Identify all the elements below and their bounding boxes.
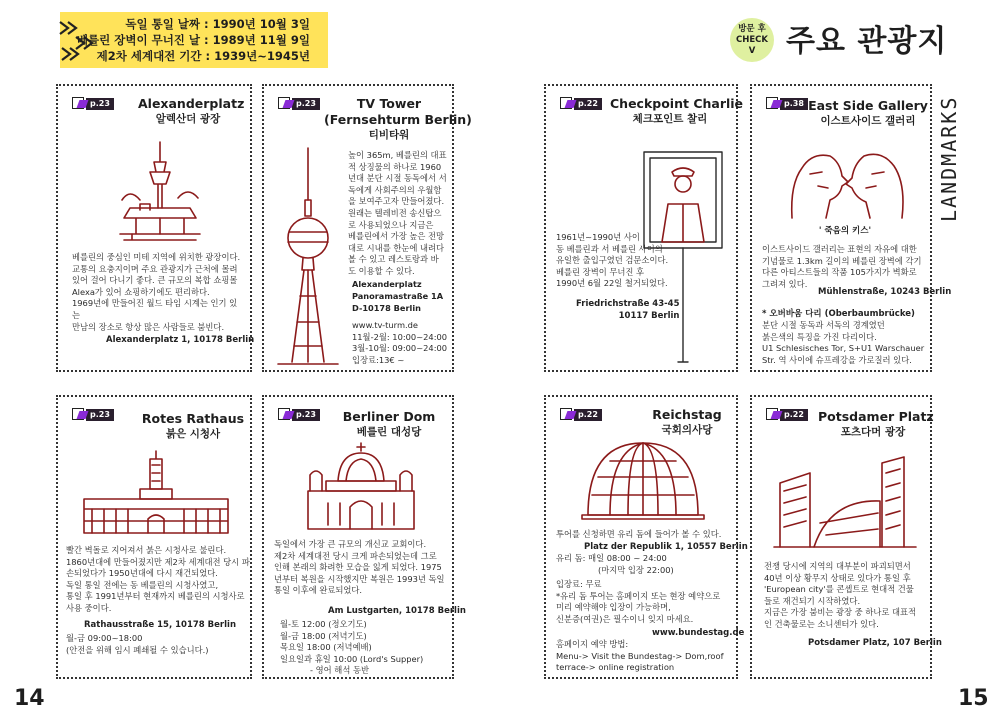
mural-caption: ' 죽음의 키스' xyxy=(818,226,872,236)
potsdamer-buildings-illustration-icon xyxy=(770,443,920,553)
card-desc: 1961년~1990년 사이 동 베를린과 서 베를린 사이의 유일한 출입구였던 검문소이다. 베를린 장벽이 무너진 후 1990년 6월 22일 철거되었다. xyxy=(556,232,669,289)
card-info: 월-토 12:00 (정오기도) 월-금 18:00 (저녁기도) 목요일 18:00 (저녁예배) 일요일과 휴일 10:00 (Lord's Supper) - 영어 해석 동반 xyxy=(280,619,424,676)
card-title-en: Checkpoint Charlie xyxy=(610,96,744,111)
alexanderplatz-illustration-icon xyxy=(110,138,210,248)
card-title-ko: 국회의사당 xyxy=(661,424,713,436)
card-alexanderplatz xyxy=(56,84,255,372)
banner-line-1: 독일 통일 날짜 : 1990년 10월 3일 xyxy=(125,17,310,31)
card-address: Mühlenstraße, 10243 Berlin xyxy=(818,287,952,297)
card-desc: 전쟁 당시에 지역의 대부분이 파괴되면서 40년 이상 황무지 상태로 있다가 통일 후 'European city'를 콘셉트로 현대적 건물 들로 재건되기 시작하였다. 지금은 가장 붐비는 광장 중 하나로 대표적 인 건축물로는 소니센터가 있다. xyxy=(764,561,917,629)
page-ref: p.38 xyxy=(766,96,818,112)
badge-line-2: CHECK xyxy=(736,34,768,45)
rathaus-illustration-icon xyxy=(78,449,234,537)
booking-info: 홈페이지 예약 방법: Menu-> Visit the Bundestag-> Dom,roof terrace-> online registration xyxy=(556,639,724,673)
card-desc: 빨간 벽돌로 지어져서 붉은 시청사로 불린다. 1860년대에 만들어졌지만 제2차 세계대전 당시 파 손되었다가 1950년대에 다시 재건되었다. 독일 통일 전에는 동 베를린의 시청사였고, 통일 후 1991년부터 현재까지 베를린의 시청사로 사용 중이다. xyxy=(66,545,250,613)
page-ref: p.22 xyxy=(560,96,612,112)
card-title-ko: 티비타워 xyxy=(368,129,410,141)
card-title-ko: 베를린 대성당 xyxy=(356,426,422,438)
page-ref: p.23 xyxy=(72,407,124,423)
page-ref: p.22 xyxy=(560,407,612,423)
card-title-ko: 체크포인트 찰리 xyxy=(632,113,708,125)
kiss-mural-illustration-icon xyxy=(782,134,912,220)
card-desc: 투어를 신청하면 유리 돔에 들어가 볼 수 있다. xyxy=(556,529,722,539)
card-rotes-rathaus xyxy=(56,395,252,679)
card-desc: 베를린의 중심인 미테 지역에 위치한 광장이다. 교통의 요충지이며 주요 관광지가 근처에 몰려 있어 걸어 다니기 좋다. 큰 규모의 복합 쇼핑몰 Alexa가 있어 쇼핑하기에도 편리하다. 1969년에 만들어진 월드 타임 시계는 인기 있는 만남의 장소로 항상 많은 사람들로 붐빈다. xyxy=(72,252,241,332)
card-address: Platz der Republik 1, 10557 Berlin xyxy=(584,542,748,552)
side-label-text: LANDMARKS xyxy=(937,95,961,222)
card-title-en: Berliner Dom xyxy=(342,409,436,424)
badge-line-3: V xyxy=(748,45,756,56)
page-ref: p.23 xyxy=(278,96,330,112)
check-badge xyxy=(730,18,774,62)
card-info: www.tv-turm.de 11월-2월: 10:00~24:00 3월-10월: 09:00~24:00 입장료:13€ ~ xyxy=(352,320,448,365)
card-title-en: Rotes Rathaus xyxy=(141,411,245,426)
page-ref: p.23 xyxy=(72,96,124,112)
card-address: Am Lustgarten, 10178 Berlin xyxy=(328,606,466,616)
card-title-ko: 포츠다머 광장 xyxy=(840,426,906,438)
card-info: 월-금 09:00~18:00 (안전을 위해 임시 폐쇄될 수 있습니다.) xyxy=(66,633,209,655)
card-title-ko: 붉은 시청사 xyxy=(165,428,221,440)
card-desc: 높이 365m, 베를린의 대표 적 상징물의 하나로 1960 년대 분단 시절 동독에서 서 독에게 사회주의의 우월함 을 보여주고자 만들어졌다. 원래는 텔레비전 송신탑으 로 사용되었으나 지금은 베를린에서 가장 높은 전망 대로 시내를 한눈에 내려다 볼 수 있고 레스토랑과 바 도 이용할 수 있다. xyxy=(348,150,447,276)
card-desc: 이스트사이드 갤러리는 표현의 자유에 대한 기념물로 1.3km 길이의 베를린 장벽에 각기 다른 아티스트들의 작품 105가지가 벽화로 그려져 있다. xyxy=(762,244,922,289)
card-reichstag xyxy=(544,395,748,679)
card-address: Friedrichstraße 43-45 10117 Berlin xyxy=(576,299,680,321)
bridge-desc: 분단 시절 동독과 서독의 경계였던 붉은색의 특징을 가진 다리이다. U1 Schlesisches Tor, S+U1 Warschauer Str. 역 사이에 슈프레강을 가로질러 있다. xyxy=(762,320,925,365)
card-info: 유리 돔: 매일 08:00 ~ 24:00 (마지막 입장 22:00) 입장료: 무료 *유리 돔 투어는 홈페이지 또는 현장 예약으로 미리 예약해야 입장이 가능하며, 신분증(여권)은 필수이니 잊지 마세요. xyxy=(556,553,721,624)
card-title-en-2: (Fernsehturm Berlin) xyxy=(324,112,472,127)
page-ref: p.23 xyxy=(278,407,330,423)
card-title-ko: 이스트사이드 갤러리 xyxy=(820,115,916,127)
banner-line-3: 제2차 세계대전 기간 : 1939년~1945년 xyxy=(96,49,310,63)
card-tv-tower xyxy=(262,84,472,372)
page-number-right: 15 xyxy=(958,686,989,711)
badge-line-1: 방문 후 xyxy=(738,23,766,34)
website-link[interactable]: www.bundestag.de xyxy=(652,628,745,638)
tv-tower-illustration-icon xyxy=(270,146,346,370)
card-checkpoint-charlie xyxy=(544,84,744,372)
banner-line-2: 베를린 장벽이 무너진 날 : 1989년 11월 9일 xyxy=(76,33,310,47)
card-address: Potsdamer Platz, 107 Berlin xyxy=(808,638,942,648)
card-potsdamer-platz xyxy=(750,395,942,679)
page-ref: p.22 xyxy=(766,407,818,423)
card-title-en: Alexanderplatz xyxy=(138,96,245,111)
card-address: Rathausstraße 15, 10178 Berlin xyxy=(84,620,236,630)
card-title-en: TV Tower xyxy=(356,96,422,111)
card-address: Alexanderplatz Panoramastraße 1A D-10178 Berlin xyxy=(352,279,444,313)
card-title-en: Potsdamer Platz xyxy=(818,409,934,424)
facts-banner xyxy=(60,12,328,68)
bridge-title: * 오버바움 다리 (Oberbaumbrücke) xyxy=(762,309,915,319)
berliner-dom-illustration-icon xyxy=(296,441,426,533)
card-berliner-dom xyxy=(262,395,466,679)
card-title-en: East Side Gallery xyxy=(808,98,928,113)
page-number-left: 14 xyxy=(14,686,45,711)
card-desc: 독일에서 가장 큰 규모의 개신교 교회이다. 제2차 세계대전 당시 크게 파손되었는데 그로 인해 본래의 화려한 모습을 잃게 되었다. 1975 년부터 복원을 시작했지만 복원은 1993년 독일 통일 이후에 완료되었다. xyxy=(274,539,445,596)
landmarks-side-label xyxy=(930,64,966,224)
card-title-en: Reichstag xyxy=(652,407,722,422)
reichstag-dome-illustration-icon xyxy=(580,437,706,521)
card-title-ko: 알렉산더 광장 xyxy=(155,113,221,125)
card-address: Alexanderplatz 1, 10178 Berlin xyxy=(106,335,255,345)
page-title: 주요 관광지 xyxy=(786,24,948,59)
